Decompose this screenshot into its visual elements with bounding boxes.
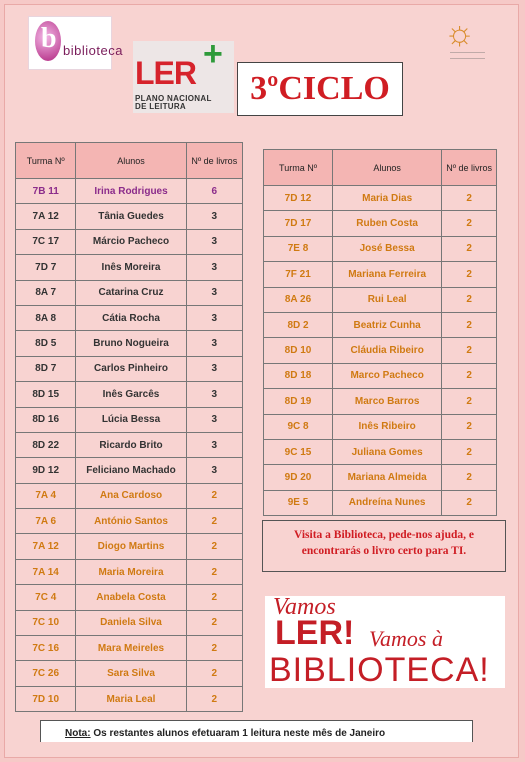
- cell-livros: 3: [186, 458, 242, 483]
- cell-turma: 8A 8: [16, 305, 76, 330]
- cell-livros: 2: [442, 414, 497, 439]
- cell-turma: 8D 10: [264, 338, 333, 363]
- table-row: [264, 439, 497, 464]
- cell-aluno: Maria Leal: [76, 686, 186, 711]
- cell-aluno: António Santos: [76, 509, 186, 534]
- col-header-alunos: Alunos: [76, 143, 186, 179]
- cell-turma: 8D 18: [264, 363, 333, 388]
- col-header-alunos: Alunos: [333, 150, 442, 186]
- table-row: [264, 363, 497, 388]
- biblioteca-logo: [28, 16, 123, 70]
- table-row: [16, 559, 243, 584]
- cell-livros: 3: [186, 255, 242, 280]
- page-title-box: [237, 62, 403, 116]
- cell-aluno: Tânia Guedes: [76, 204, 186, 229]
- table-row: [264, 389, 497, 414]
- cell-aluno: Cláudia Ribeiro: [333, 338, 442, 363]
- cell-livros: 3: [186, 280, 242, 305]
- cell-turma: 7A 14: [16, 559, 76, 584]
- table-row: [264, 186, 497, 211]
- cell-livros: 2: [442, 262, 497, 287]
- table-row: [16, 179, 243, 204]
- cell-turma: 8A 7: [16, 280, 76, 305]
- table-row: [264, 312, 497, 337]
- cell-livros: 2: [186, 661, 242, 686]
- footnote: [40, 720, 473, 742]
- cell-turma: 9C 15: [264, 439, 333, 464]
- vamos-line-4: BIBLIOTECA!: [269, 651, 490, 689]
- biblioteca-logo-text: biblioteca: [63, 43, 123, 58]
- cell-turma: 8D 5: [16, 331, 76, 356]
- cell-livros: 3: [186, 305, 242, 330]
- cell-livros: 2: [442, 338, 497, 363]
- ler-logo-subtitle: [135, 95, 212, 111]
- cell-turma: 7E 8: [264, 236, 333, 261]
- cell-aluno: Marco Pacheco: [333, 363, 442, 388]
- page-title: 3ºCICLO: [250, 70, 390, 107]
- cell-aluno: Mara Meireles: [76, 636, 186, 661]
- cell-livros: 2: [442, 287, 497, 312]
- col-header-turma: Turma Nº: [264, 150, 333, 186]
- cell-turma: 8D 15: [16, 382, 76, 407]
- cell-livros: 3: [186, 204, 242, 229]
- cell-aluno: Cátia Rocha: [76, 305, 186, 330]
- cell-livros: 2: [442, 389, 497, 414]
- table-row: [264, 236, 497, 261]
- table-row: [264, 490, 497, 515]
- cell-turma: 7D 17: [264, 211, 333, 236]
- cell-aluno: Rui Leal: [333, 287, 442, 312]
- table-row: [16, 458, 243, 483]
- table-row: [16, 686, 243, 711]
- cell-aluno: Maria Dias: [333, 186, 442, 211]
- table-row: [264, 338, 497, 363]
- sun-icon: ☼: [444, 14, 476, 52]
- ler-subtitle-line2: DE LEITURA: [135, 102, 186, 111]
- table-row: [264, 465, 497, 490]
- cell-aluno: Daniela Silva: [76, 610, 186, 635]
- readers-table-right: [263, 149, 497, 516]
- cell-livros: 2: [186, 636, 242, 661]
- visit-line-1: Visita a Biblioteca, pede-nos ajuda, e: [293, 529, 475, 541]
- cell-aluno: Inês Moreira: [76, 255, 186, 280]
- cell-turma: 8D 16: [16, 407, 76, 432]
- cell-turma: 9C 8: [264, 414, 333, 439]
- table-row: [16, 483, 243, 508]
- cell-turma: 8D 22: [16, 432, 76, 457]
- cell-turma: 7A 4: [16, 483, 76, 508]
- cell-aluno: Ruben Costa: [333, 211, 442, 236]
- ler-plus-icon: +: [203, 35, 223, 73]
- cell-aluno: Márcio Pacheco: [76, 229, 186, 254]
- cell-aluno: Lúcia Bessa: [76, 407, 186, 432]
- col-header-livros: Nº de livros: [442, 150, 497, 186]
- cell-aluno: José Bessa: [333, 236, 442, 261]
- cell-livros: 2: [442, 465, 497, 490]
- table-row: [264, 287, 497, 312]
- cell-aluno: Catarina Cruz: [76, 280, 186, 305]
- cell-aluno: Bruno Nogueira: [76, 331, 186, 356]
- footnote-text: Os restantes alunos efetuaram 1 leitura neste mês de Janeiro: [90, 728, 386, 739]
- cell-aluno: Feliciano Machado: [76, 458, 186, 483]
- cell-aluno: Juliana Gomes: [333, 439, 442, 464]
- agrupamento-logo: [436, 14, 508, 66]
- cell-aluno: Marco Barros: [333, 389, 442, 414]
- table-row: [16, 204, 243, 229]
- cell-livros: 3: [186, 432, 242, 457]
- cell-turma: 7B 11: [16, 179, 76, 204]
- table-row: [264, 211, 497, 236]
- table-row: [264, 262, 497, 287]
- vamos-line-2: LER!: [275, 614, 355, 652]
- footnote-label: Nota:: [65, 728, 91, 739]
- cell-livros: 2: [186, 610, 242, 635]
- table-row: [16, 280, 243, 305]
- table-row: [16, 432, 243, 457]
- visit-library-message: [262, 520, 506, 572]
- cell-livros: 2: [442, 439, 497, 464]
- cell-turma: 7C 10: [16, 610, 76, 635]
- biblioteca-b-icon: b: [35, 21, 61, 61]
- cell-livros: 2: [186, 686, 242, 711]
- ler-logo-text: LER: [135, 55, 196, 91]
- agrupamento-logo-lines: ——————— ———————: [450, 50, 485, 62]
- cell-turma: 7A 12: [16, 204, 76, 229]
- vamos-line-1: Vamos: [273, 594, 336, 620]
- cell-aluno: Maria Moreira: [76, 559, 186, 584]
- cell-turma: 7D 7: [16, 255, 76, 280]
- table-row: [16, 229, 243, 254]
- cell-livros: 2: [442, 490, 497, 515]
- cell-livros: 6: [186, 179, 242, 204]
- cell-turma: 8D 7: [16, 356, 76, 381]
- cell-livros: 3: [186, 229, 242, 254]
- vamos-line-3: Vamos à: [369, 626, 443, 651]
- cell-aluno: Andreína Nunes: [333, 490, 442, 515]
- cell-livros: 3: [186, 407, 242, 432]
- cell-turma: 9D 20: [264, 465, 333, 490]
- ler-plano-nacional-logo: [133, 35, 234, 113]
- cell-livros: 3: [186, 382, 242, 407]
- vamos-ler-banner: [265, 596, 505, 688]
- visit-line-2: encontrarás o livro certo para TI.: [301, 545, 467, 557]
- readers-table-left: [15, 142, 243, 712]
- cell-livros: 2: [186, 559, 242, 584]
- ler-subtitle-line1: PLANO NACIONAL: [135, 94, 212, 103]
- cell-aluno: Diogo Martins: [76, 534, 186, 559]
- cell-livros: 3: [186, 331, 242, 356]
- table-row: [16, 255, 243, 280]
- cell-livros: 2: [442, 211, 497, 236]
- cell-turma: 7C 4: [16, 585, 76, 610]
- cell-aluno: Ana Cardoso: [76, 483, 186, 508]
- cell-aluno: Beatriz Cunha: [333, 312, 442, 337]
- cell-livros: 3: [186, 356, 242, 381]
- cell-turma: 7C 17: [16, 229, 76, 254]
- table-row: [16, 636, 243, 661]
- table-row: [16, 534, 243, 559]
- cell-livros: 2: [442, 236, 497, 261]
- cell-aluno: Sara Silva: [76, 661, 186, 686]
- cell-aluno: Mariana Ferreira: [333, 262, 442, 287]
- cell-livros: 2: [186, 509, 242, 534]
- table-row: [16, 661, 243, 686]
- cell-aluno: Mariana Almeida: [333, 465, 442, 490]
- table-row: [16, 356, 243, 381]
- cell-turma: 9E 5: [264, 490, 333, 515]
- table-row: [16, 331, 243, 356]
- cell-livros: 2: [442, 363, 497, 388]
- cell-livros: 2: [442, 312, 497, 337]
- cell-turma: 7A 6: [16, 509, 76, 534]
- cell-turma: 9D 12: [16, 458, 76, 483]
- col-header-livros: Nº de livros: [186, 143, 242, 179]
- cell-turma: 8D 2: [264, 312, 333, 337]
- cell-turma: 7C 16: [16, 636, 76, 661]
- cell-aluno: Ricardo Brito: [76, 432, 186, 457]
- cell-livros: 2: [442, 186, 497, 211]
- cell-turma: 8A 26: [264, 287, 333, 312]
- cell-livros: 2: [186, 585, 242, 610]
- table-row: [16, 509, 243, 534]
- table-row: [16, 305, 243, 330]
- table-row: [16, 585, 243, 610]
- cell-livros: 2: [186, 534, 242, 559]
- cell-aluno: Carlos Pinheiro: [76, 356, 186, 381]
- table-row: [264, 414, 497, 439]
- cell-turma: 7C 26: [16, 661, 76, 686]
- cell-turma: 7A 12: [16, 534, 76, 559]
- cell-turma: 7D 10: [16, 686, 76, 711]
- cell-aluno: Inês Ribeiro: [333, 414, 442, 439]
- cell-aluno: Inês Garcês: [76, 382, 186, 407]
- cell-turma: 7F 21: [264, 262, 333, 287]
- table-row: [16, 610, 243, 635]
- table-row: [16, 407, 243, 432]
- cell-turma: 8D 19: [264, 389, 333, 414]
- cell-livros: 2: [186, 483, 242, 508]
- col-header-turma: Turma Nº: [16, 143, 76, 179]
- cell-turma: 7D 12: [264, 186, 333, 211]
- cell-aluno: Irina Rodrigues: [76, 179, 186, 204]
- cell-aluno: Anabela Costa: [76, 585, 186, 610]
- table-row: [16, 382, 243, 407]
